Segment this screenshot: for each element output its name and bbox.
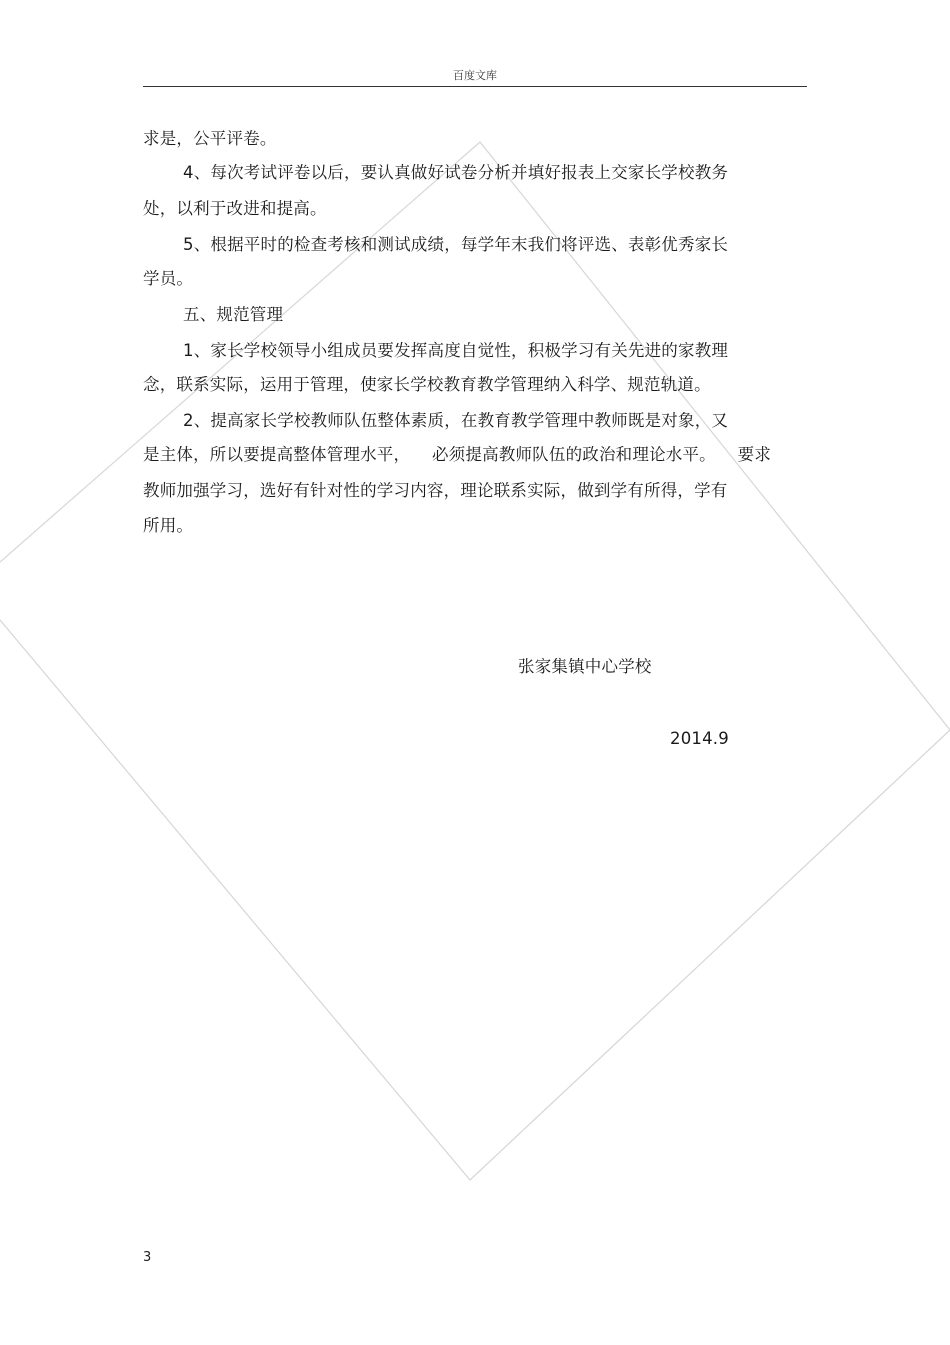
body-line: 求是，公平评卷。: [143, 129, 277, 148]
body-line: 所用。: [143, 516, 194, 535]
body-line: 4、每次考试评卷以后，要认真做好试卷分析并填好报表上交家长学校教务: [183, 163, 729, 182]
body-line: 2、提高家长学校教师队伍整体素质，在教育教学管理中教师既是对象，又: [183, 411, 729, 430]
body-line: 是主体，所以要提高整体管理水平， 必须提高教师队伍的政治和理论水平。 要求: [143, 445, 772, 464]
body-line: 处，以利于改进和提高。: [143, 199, 327, 218]
body-line: 教师加强学习，选好有针对性的学习内容，理论联系实际，做到学有所得，学有: [143, 481, 728, 500]
header-title: 百度文库: [453, 69, 497, 82]
section-heading: 五、规范管理: [183, 305, 284, 324]
page-number: 3: [143, 1250, 152, 1265]
page-header: [143, 64, 807, 87]
body-line: 1、家长学校领导小组成员要发挥高度自觉性，积极学习有关先进的家教理: [183, 341, 729, 360]
signature-school: 张家集镇中心学校: [518, 657, 652, 676]
body-line: 5、根据平时的检查考核和测试成绩，每学年末我们将评选、表彰优秀家长: [183, 235, 729, 254]
signature-date: 2014.9: [670, 729, 729, 748]
body-line: 学员。: [143, 269, 194, 288]
body-line: 念，联系实际，运用于管理，使家长学校教育教学管理纳入科学、规范轨道。: [143, 375, 711, 394]
